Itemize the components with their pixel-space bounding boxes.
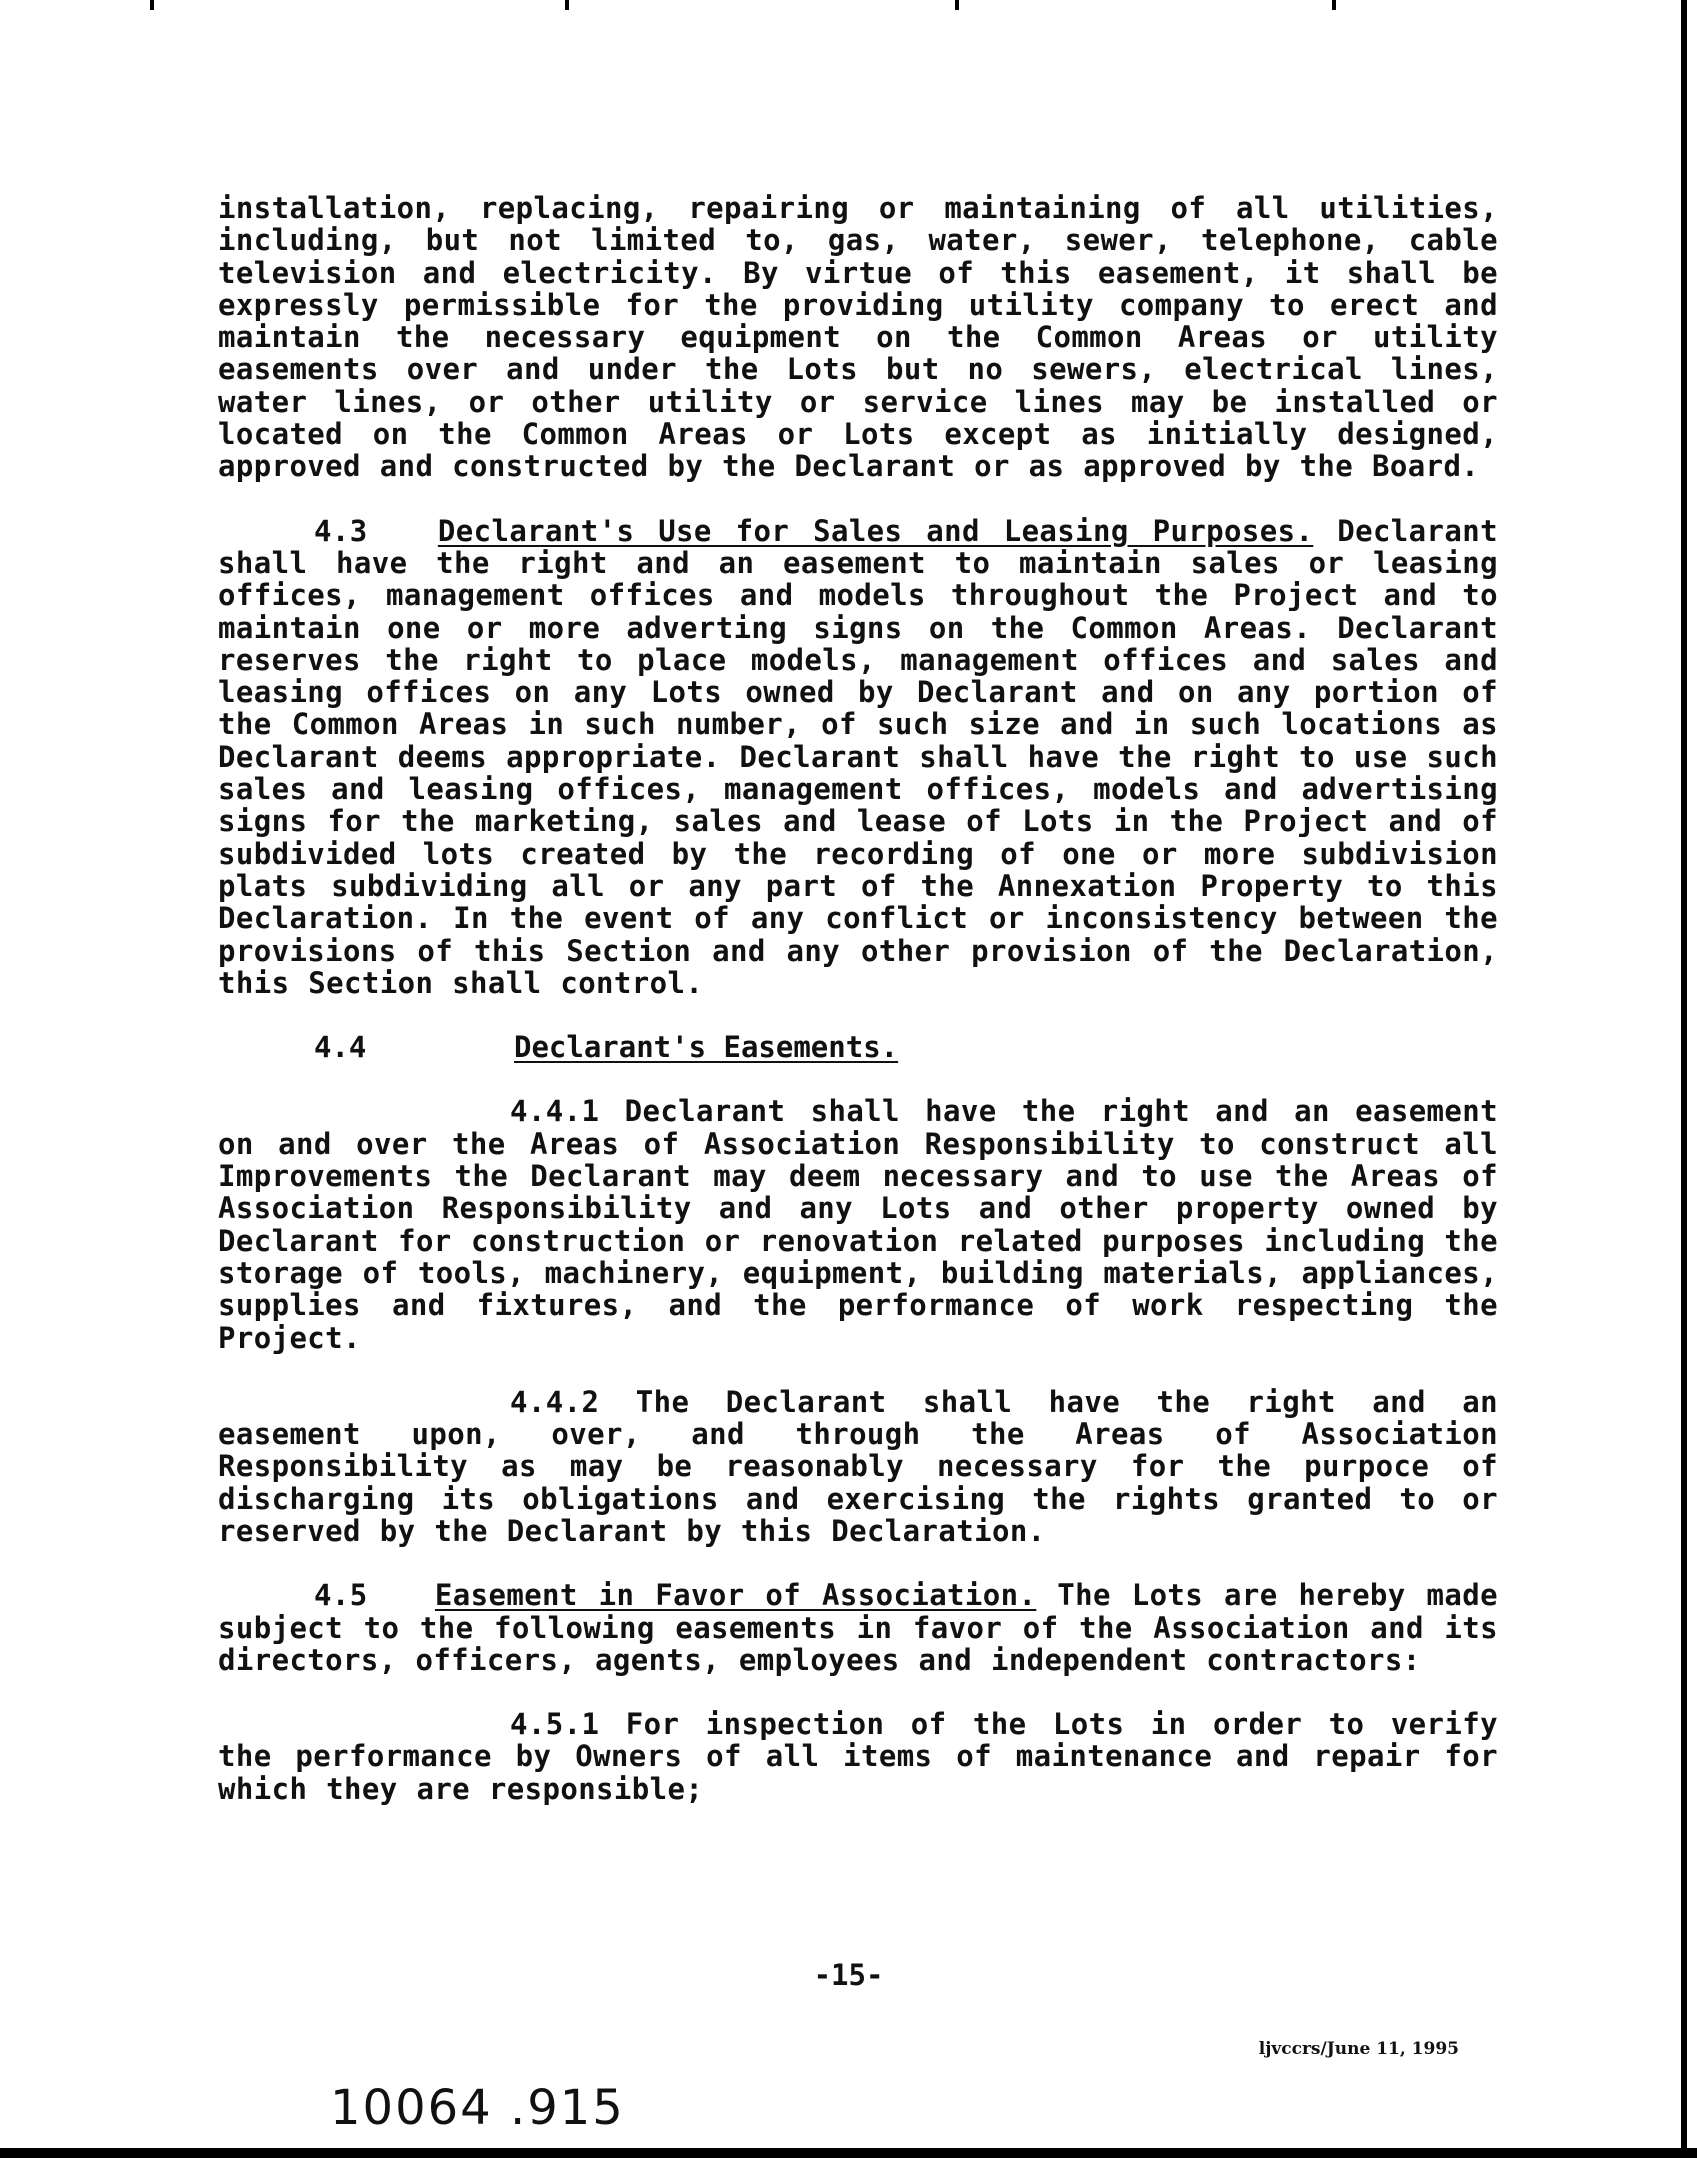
section-number: 4.3 <box>314 513 368 548</box>
section-heading: Easement in Favor of Association. <box>434 1578 1037 1613</box>
section-number: 4.4.1 <box>510 1094 600 1129</box>
scan-edge-right <box>1681 0 1687 2158</box>
scan-mark <box>150 0 154 10</box>
section-4-5 <box>218 1579 1498 1676</box>
scan-mark <box>955 0 959 10</box>
section-heading: Declarant's Easements. <box>514 1030 899 1065</box>
section-body: The Declarant shall have the right and an easement upon, over, and through the Areas of Association Responsibility as may be reasonably necessary for the purpoce of discharging its obligations and exercising the rights granted to or reserved by the Declarant by this Declaration. <box>218 1384 1498 1548</box>
document-page <box>218 192 1498 1805</box>
section-body: For inspection of the Lots in order to verify the performance by Owners of all items of maintenance and repair for which they are responsible; <box>218 1707 1498 1806</box>
section-heading: Declarant's Use for Sales and Leasing Purposes. <box>437 513 1314 548</box>
scan-mark <box>1332 0 1336 10</box>
section-4-4 <box>218 1031 1498 1063</box>
section-body: Declarant shall have the right and an easement to maintain sales or leasing offices, management offices and models throughout the Project and to maintain one or more adverting signs on the Common Areas. Declarant reserves the right to place models, management offices and sales and leasing offices on any Lots owned by Declarant and on any portion of the Common Areas in such number, of such size and in such locations as Declarant deems appropriate. Declarant shall have the right to use such sales and leasing offices, management offices, models and advertising signs for the marketing, sales and lease of Lots in the Project and of subdivided lots created by the recording of one or more subdivision plats subdividing all or any part of the Annexation Property to this Declaration. In the event of any conflict or inconsistency between the provisions of this Section and any other provision of the Declaration, this Section shall control. <box>218 513 1498 1000</box>
section-body: Declarant shall have the right and an easement on and over the Areas of Association Responsibility to construct all Improvements the Declarant may deem necessary and to use the Areas of Association Responsibility and any Lots and other property owned by Declarant for construction or renovation related purposes including the storage of tools, machinery, equipment, building materials, appliances, supplies and fixtures, and the performance of work respecting the Project. <box>218 1094 1498 1355</box>
section-number: 4.4.2 <box>510 1384 600 1419</box>
section-4-4-1 <box>218 1095 1498 1353</box>
section-number: 4.5 <box>314 1578 368 1613</box>
section-4-3 <box>218 515 1498 999</box>
recording-stamp: 10064 .915 <box>330 2080 625 2136</box>
scan-mark <box>565 0 569 10</box>
section-number: 4.5.1 <box>510 1707 600 1742</box>
section-4-4-2 <box>218 1386 1498 1547</box>
section-number: 4.4 <box>314 1030 367 1065</box>
section-body: The Lots are hereby made subject to the following easements in favor of the Association and its directors, officers, agents, employees and independent contractors: <box>218 1578 1498 1677</box>
paragraph-intro: installation, replacing, repairing or maintaining of all utilities, including, but not limited to, gas, water, sewer, telephone, cable television and electricity. By virtue of this easement, it shall be expressly permissible for the providing utility company to erect and maintain the necessary equipment on the Common Areas or utility easements over and under the Lots but no sewers, electrical lines, water lines, or other utility or service lines may be installed or located on the Common Areas or Lots except as initially designed, approved and constructed by the Declarant or as approved by the Board. <box>218 191 1498 484</box>
document-id: ljvccrs/June 11, 1995 <box>1258 2039 1459 2059</box>
page-number: -15- <box>813 1958 884 1992</box>
scan-edge-bottom <box>0 2148 1697 2158</box>
section-4-5-1 <box>218 1708 1498 1805</box>
